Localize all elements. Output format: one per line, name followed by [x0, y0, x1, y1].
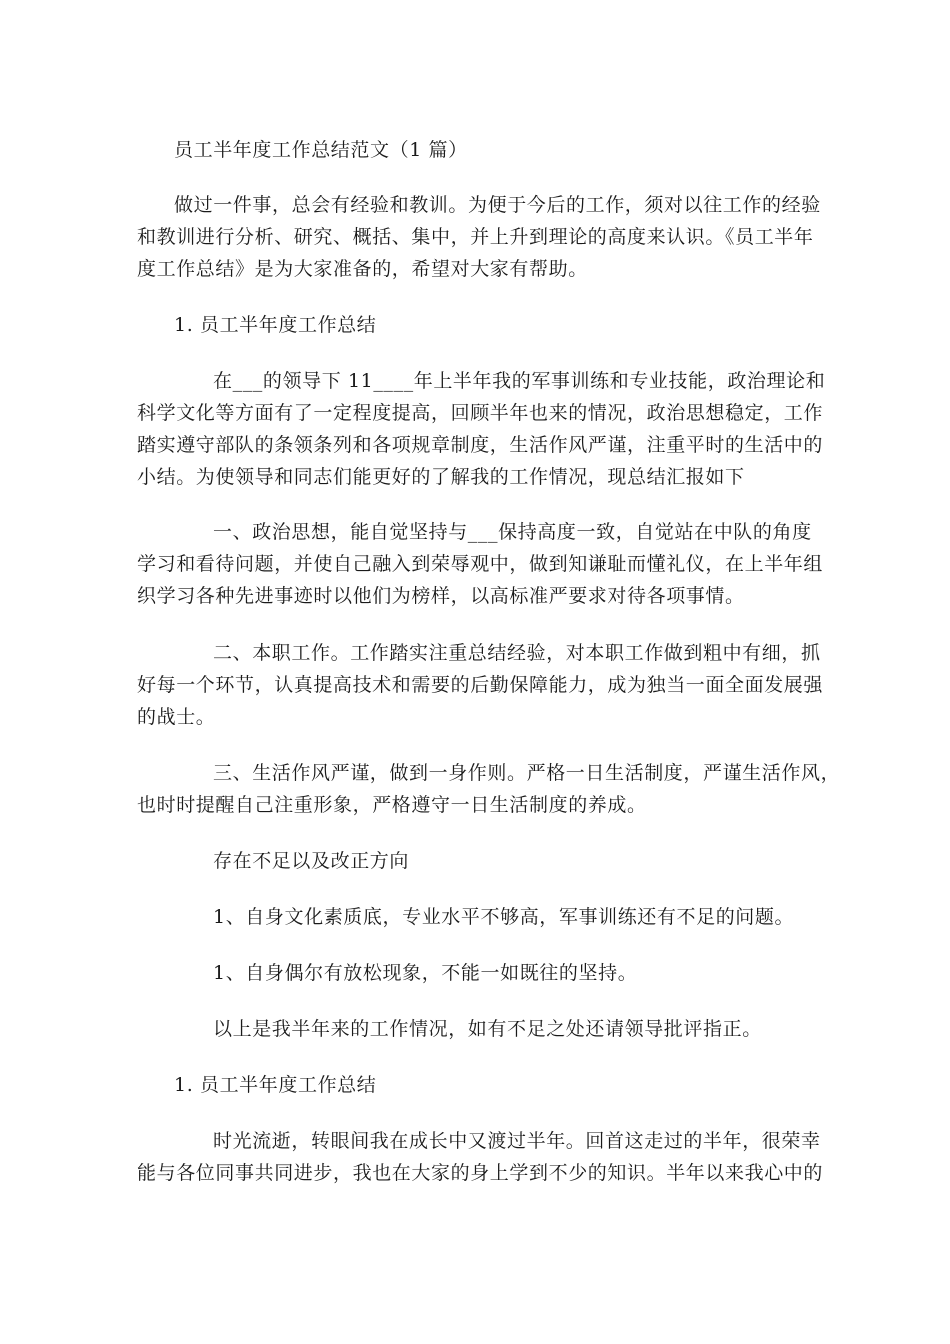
s1-p1-line-2: 科学文化等方面有了一定程度提高，回顾半年也来的情况，政治思想稳定，工作 [137, 402, 824, 424]
s1-p4-line-1: 三、生活作风严谨，做到一身作则。严格一日生活制度，严谨生活作风， [213, 762, 841, 784]
intro-line-3: 度工作总结》是为大家准备的，希望对大家有帮助。 [137, 258, 588, 280]
document-title: 员工半年度工作总结范文（1 篇） [174, 139, 468, 161]
s2-p1-line-2: 能与各位同事共同进步，我也在大家的身上学到不少的知识。半年以来我心中的 [137, 1162, 824, 1184]
shortfall-heading: 存在不足以及改正方向 [213, 850, 410, 872]
intro-line-1: 做过一件事，总会有经验和教训。为便于今后的工作，须对以往工作的经验 [174, 194, 821, 216]
s2-p1-line-1: 时光流逝，转眼间我在成长中又渡过半年。回首这走过的半年，很荣幸 [213, 1130, 821, 1152]
s1-p1-line-4: 小结。为使领导和同志们能更好的了解我的工作情况，现总结汇报如下 [137, 466, 745, 488]
s1-p3-line-1: 二、本职工作。工作踏实注重总结经验，对本职工作做到粗中有细，抓 [213, 642, 821, 664]
s1-p2-line-3: 织学习各种先进事迹时以他们为榜样，以高标准严要求对待各项事情。 [137, 585, 745, 607]
s1-p2-line-2: 学习和看待问题，并使自己融入到荣辱观中，做到知谦耻而懂礼仪，在上半年组 [137, 553, 824, 575]
s1-p1-line-1: 在___的领导下 11____年上半年我的军事训练和专业技能，政治理论和 [213, 370, 826, 392]
s1-p1-line-3: 踏实遵守部队的条领条列和各项规章制度，生活作风严谨，注重平时的生活中的 [137, 434, 824, 456]
section-heading-1: 1. 员工半年度工作总结 [174, 314, 377, 336]
shortfall-item-1: 1、自身文化素质底，专业水平不够高，军事训练还有不足的问题。 [213, 906, 795, 928]
s1-p2-line-1: 一、政治思想，能自觉坚持与___保持高度一致，自觉站在中队的角度 [213, 521, 812, 543]
s1-p4-line-2: 也时时提醒自己注重形象，严格遵守一日生活制度的养成。 [137, 794, 647, 816]
s1-p3-line-2: 好每一个环节，认真提高技术和需要的后勤保障能力，成为独当一面全面发展强 [137, 674, 824, 696]
section-heading-2: 1. 员工半年度工作总结 [174, 1074, 377, 1096]
shortfall-item-2: 1、自身偶尔有放松现象，不能一如既往的坚持。 [213, 962, 638, 984]
intro-line-2: 和教训进行分析、研究、概括、集中，并上升到理论的高度来认识。《员工半年 [137, 226, 814, 248]
s1-p3-line-3: 的战士。 [137, 706, 216, 728]
closing-line: 以上是我半年来的工作情况，如有不足之处还请领导批评指正。 [213, 1018, 762, 1040]
